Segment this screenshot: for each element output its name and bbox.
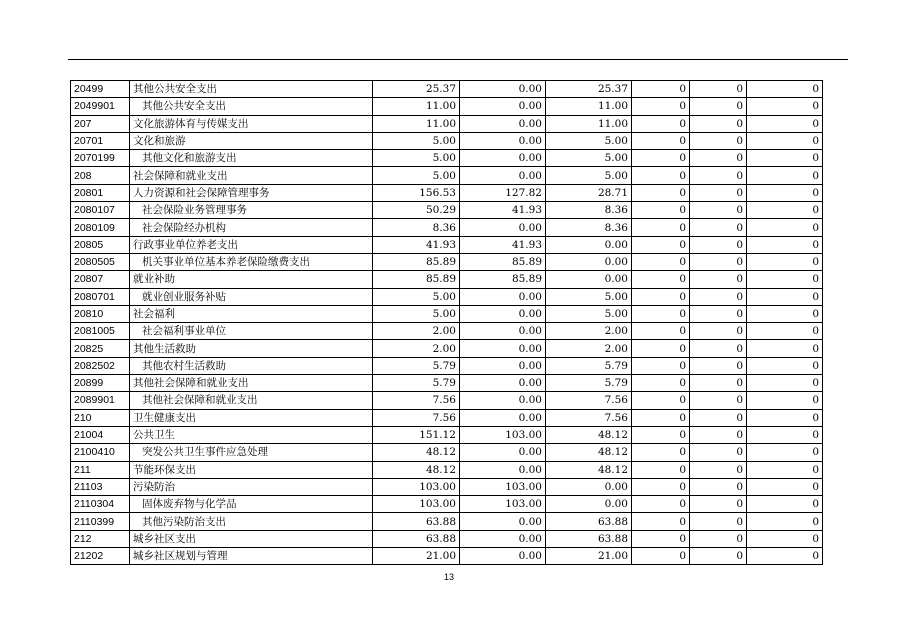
item-name-cell: 城乡社区支出 (130, 530, 373, 547)
item-name-cell: 卫生健康支出 (130, 409, 373, 426)
amount-col7-cell: 0 (690, 115, 747, 132)
amount-col6-cell: 0 (632, 115, 690, 132)
amount-col6-cell: 0 (632, 444, 690, 461)
amount-total-cell: 11.00 (373, 115, 460, 132)
amount-col8-cell: 0 (747, 513, 823, 530)
amount-col8-cell: 0 (747, 323, 823, 340)
table-row (71, 236, 823, 253)
amount-col8-cell: 0 (747, 426, 823, 443)
amount-basic-cell: 0.00 (460, 150, 546, 167)
table-row (71, 375, 823, 392)
table-row (71, 409, 823, 426)
table-body (71, 81, 823, 565)
amount-col6-cell: 0 (632, 513, 690, 530)
amount-col6-cell: 0 (632, 426, 690, 443)
table-row (71, 288, 823, 305)
amount-col8-cell: 0 (747, 530, 823, 547)
amount-col8-cell: 0 (747, 81, 823, 98)
amount-col6-cell: 0 (632, 150, 690, 167)
amount-project-cell: 28.71 (546, 184, 632, 201)
amount-col7-cell: 0 (690, 496, 747, 513)
amount-project-cell: 5.79 (546, 357, 632, 374)
amount-col7-cell: 0 (690, 98, 747, 115)
amount-col6-cell: 0 (632, 132, 690, 149)
amount-total-cell: 50.29 (373, 202, 460, 219)
item-name-cell: 其他文化和旅游支出 (130, 150, 373, 167)
amount-total-cell: 11.00 (373, 98, 460, 115)
code-cell: 211 (71, 461, 130, 478)
amount-total-cell: 156.53 (373, 184, 460, 201)
amount-total-cell: 7.56 (373, 409, 460, 426)
item-name-cell: 其他生活救助 (130, 340, 373, 357)
amount-col8-cell: 0 (747, 98, 823, 115)
code-cell: 2070199 (71, 150, 130, 167)
amount-col6-cell: 0 (632, 98, 690, 115)
amount-project-cell: 0.00 (546, 253, 632, 270)
amount-basic-cell: 0.00 (460, 167, 546, 184)
amount-project-cell: 5.00 (546, 167, 632, 184)
amount-col6-cell: 0 (632, 167, 690, 184)
header-rule (68, 59, 848, 60)
amount-basic-cell: 0.00 (460, 392, 546, 409)
table-row (71, 513, 823, 530)
amount-col7-cell: 0 (690, 409, 747, 426)
amount-basic-cell: 0.00 (460, 357, 546, 374)
code-cell: 20701 (71, 132, 130, 149)
item-name-cell: 社会福利事业单位 (130, 323, 373, 340)
amount-col7-cell: 0 (690, 548, 747, 565)
amount-total-cell: 5.00 (373, 288, 460, 305)
amount-col6-cell: 0 (632, 409, 690, 426)
amount-project-cell: 7.56 (546, 409, 632, 426)
amount-col6-cell: 0 (632, 375, 690, 392)
amount-project-cell: 5.00 (546, 288, 632, 305)
amount-total-cell: 48.12 (373, 444, 460, 461)
amount-total-cell: 63.88 (373, 530, 460, 547)
table-row (71, 392, 823, 409)
amount-total-cell: 5.00 (373, 150, 460, 167)
amount-project-cell: 5.00 (546, 132, 632, 149)
amount-project-cell: 21.00 (546, 548, 632, 565)
amount-col6-cell: 0 (632, 496, 690, 513)
amount-col7-cell: 0 (690, 253, 747, 270)
amount-total-cell: 5.00 (373, 305, 460, 322)
amount-col8-cell: 0 (747, 132, 823, 149)
amount-basic-cell: 127.82 (460, 184, 546, 201)
table-row (71, 548, 823, 565)
code-cell: 21004 (71, 426, 130, 443)
item-name-cell: 社会保障和就业支出 (130, 167, 373, 184)
amount-project-cell: 2.00 (546, 323, 632, 340)
amount-col7-cell: 0 (690, 461, 747, 478)
item-name-cell: 社会保险经办机构 (130, 219, 373, 236)
amount-project-cell: 0.00 (546, 236, 632, 253)
item-name-cell: 城乡社区规划与管理 (130, 548, 373, 565)
amount-col7-cell: 0 (690, 150, 747, 167)
amount-col8-cell: 0 (747, 219, 823, 236)
amount-col7-cell: 0 (690, 340, 747, 357)
table-row (71, 340, 823, 357)
amount-basic-cell: 0.00 (460, 323, 546, 340)
code-cell: 2110304 (71, 496, 130, 513)
item-name-cell: 污染防治 (130, 478, 373, 495)
amount-project-cell: 48.12 (546, 444, 632, 461)
amount-total-cell: 151.12 (373, 426, 460, 443)
amount-basic-cell: 0.00 (460, 444, 546, 461)
amount-col8-cell: 0 (747, 305, 823, 322)
amount-col8-cell: 0 (747, 392, 823, 409)
amount-col6-cell: 0 (632, 548, 690, 565)
table-row (71, 323, 823, 340)
code-cell: 2080107 (71, 202, 130, 219)
amount-basic-cell: 0.00 (460, 461, 546, 478)
table-row (71, 184, 823, 201)
code-cell: 2110399 (71, 513, 130, 530)
amount-basic-cell: 0.00 (460, 288, 546, 305)
amount-col7-cell: 0 (690, 288, 747, 305)
amount-project-cell: 0.00 (546, 271, 632, 288)
amount-col7-cell: 0 (690, 392, 747, 409)
code-cell: 2100410 (71, 444, 130, 461)
page-number: 13 (443, 572, 454, 582)
code-cell: 20825 (71, 340, 130, 357)
item-name-cell: 其他社会保障和就业支出 (130, 375, 373, 392)
amount-col6-cell: 0 (632, 219, 690, 236)
amount-project-cell: 0.00 (546, 478, 632, 495)
amount-col8-cell: 0 (747, 115, 823, 132)
table-row (71, 167, 823, 184)
amount-total-cell: 103.00 (373, 478, 460, 495)
amount-total-cell: 5.79 (373, 357, 460, 374)
amount-basic-cell: 85.89 (460, 271, 546, 288)
amount-col6-cell: 0 (632, 253, 690, 270)
amount-total-cell: 41.93 (373, 236, 460, 253)
amount-project-cell: 5.00 (546, 150, 632, 167)
amount-col6-cell: 0 (632, 478, 690, 495)
amount-total-cell: 2.00 (373, 340, 460, 357)
amount-basic-cell: 0.00 (460, 115, 546, 132)
item-name-cell: 公共卫生 (130, 426, 373, 443)
item-name-cell: 其他公共安全支出 (130, 98, 373, 115)
code-cell: 20801 (71, 184, 130, 201)
amount-col8-cell: 0 (747, 236, 823, 253)
code-cell: 20499 (71, 81, 130, 98)
table-row (71, 305, 823, 322)
amount-total-cell: 2.00 (373, 323, 460, 340)
table-row (71, 426, 823, 443)
code-cell: 2080109 (71, 219, 130, 236)
code-cell: 208 (71, 167, 130, 184)
amount-col6-cell: 0 (632, 392, 690, 409)
table-row (71, 530, 823, 547)
amount-basic-cell: 41.93 (460, 202, 546, 219)
amount-col8-cell: 0 (747, 271, 823, 288)
code-cell: 21103 (71, 478, 130, 495)
amount-total-cell: 7.56 (373, 392, 460, 409)
amount-basic-cell: 0.00 (460, 530, 546, 547)
item-name-cell: 其他农村生活救助 (130, 357, 373, 374)
amount-col7-cell: 0 (690, 219, 747, 236)
amount-project-cell: 8.36 (546, 202, 632, 219)
amount-col7-cell: 0 (690, 305, 747, 322)
item-name-cell: 人力资源和社会保障管理事务 (130, 184, 373, 201)
amount-total-cell: 25.37 (373, 81, 460, 98)
amount-col8-cell: 0 (747, 288, 823, 305)
amount-col8-cell: 0 (747, 202, 823, 219)
amount-col7-cell: 0 (690, 184, 747, 201)
amount-basic-cell: 0.00 (460, 513, 546, 530)
amount-col8-cell: 0 (747, 548, 823, 565)
amount-col6-cell: 0 (632, 530, 690, 547)
table-row (71, 253, 823, 270)
amount-col8-cell: 0 (747, 496, 823, 513)
amount-total-cell: 5.79 (373, 375, 460, 392)
amount-basic-cell: 0.00 (460, 305, 546, 322)
item-name-cell: 节能环保支出 (130, 461, 373, 478)
amount-total-cell: 63.88 (373, 513, 460, 530)
amount-col8-cell: 0 (747, 478, 823, 495)
table-row (71, 357, 823, 374)
amount-col8-cell: 0 (747, 340, 823, 357)
amount-basic-cell: 0.00 (460, 219, 546, 236)
amount-col6-cell: 0 (632, 288, 690, 305)
amount-col8-cell: 0 (747, 167, 823, 184)
amount-col8-cell: 0 (747, 461, 823, 478)
amount-col7-cell: 0 (690, 426, 747, 443)
amount-col8-cell: 0 (747, 444, 823, 461)
amount-basic-cell: 0.00 (460, 409, 546, 426)
amount-project-cell: 11.00 (546, 98, 632, 115)
amount-project-cell: 48.12 (546, 461, 632, 478)
amount-total-cell: 5.00 (373, 132, 460, 149)
table-row (71, 115, 823, 132)
table-row (71, 496, 823, 513)
amount-basic-cell: 103.00 (460, 478, 546, 495)
amount-total-cell: 8.36 (373, 219, 460, 236)
amount-col7-cell: 0 (690, 202, 747, 219)
item-name-cell: 社会保险业务管理事务 (130, 202, 373, 219)
amount-col7-cell: 0 (690, 357, 747, 374)
table-row (71, 98, 823, 115)
code-cell: 210 (71, 409, 130, 426)
amount-col8-cell: 0 (747, 357, 823, 374)
amount-basic-cell: 0.00 (460, 340, 546, 357)
amount-basic-cell: 103.00 (460, 496, 546, 513)
amount-project-cell: 5.00 (546, 305, 632, 322)
table-row (71, 132, 823, 149)
table-row (71, 219, 823, 236)
amount-col6-cell: 0 (632, 340, 690, 357)
table-row (71, 444, 823, 461)
table-row (71, 271, 823, 288)
code-cell: 20807 (71, 271, 130, 288)
amount-basic-cell: 0.00 (460, 98, 546, 115)
amount-col7-cell: 0 (690, 513, 747, 530)
amount-col6-cell: 0 (632, 271, 690, 288)
amount-total-cell: 5.00 (373, 167, 460, 184)
amount-col7-cell: 0 (690, 167, 747, 184)
code-cell: 20810 (71, 305, 130, 322)
amount-basic-cell: 41.93 (460, 236, 546, 253)
amount-project-cell: 8.36 (546, 219, 632, 236)
code-cell: 2080505 (71, 253, 130, 270)
amount-col6-cell: 0 (632, 461, 690, 478)
item-name-cell: 其他公共安全支出 (130, 81, 373, 98)
amount-col7-cell: 0 (690, 271, 747, 288)
amount-col6-cell: 0 (632, 202, 690, 219)
table-row (71, 478, 823, 495)
item-name-cell: 就业创业服务补贴 (130, 288, 373, 305)
amount-basic-cell: 0.00 (460, 375, 546, 392)
amount-project-cell: 0.00 (546, 496, 632, 513)
code-cell: 2049901 (71, 98, 130, 115)
amount-col8-cell: 0 (747, 375, 823, 392)
item-name-cell: 其他污染防治支出 (130, 513, 373, 530)
amount-total-cell: 21.00 (373, 548, 460, 565)
item-name-cell: 其他社会保障和就业支出 (130, 392, 373, 409)
code-cell: 207 (71, 115, 130, 132)
item-name-cell: 机关事业单位基本养老保险缴费支出 (130, 253, 373, 270)
code-cell: 2089901 (71, 392, 130, 409)
amount-project-cell: 25.37 (546, 81, 632, 98)
amount-basic-cell: 103.00 (460, 426, 546, 443)
amount-project-cell: 11.00 (546, 115, 632, 132)
code-cell: 212 (71, 530, 130, 547)
amount-total-cell: 48.12 (373, 461, 460, 478)
code-cell: 20805 (71, 236, 130, 253)
amount-basic-cell: 0.00 (460, 548, 546, 565)
code-cell: 2081005 (71, 323, 130, 340)
table-row (71, 150, 823, 167)
amount-col7-cell: 0 (690, 375, 747, 392)
amount-col6-cell: 0 (632, 305, 690, 322)
amount-col7-cell: 0 (690, 478, 747, 495)
amount-col7-cell: 0 (690, 323, 747, 340)
amount-col7-cell: 0 (690, 444, 747, 461)
amount-col7-cell: 0 (690, 132, 747, 149)
amount-project-cell: 7.56 (546, 392, 632, 409)
amount-col6-cell: 0 (632, 236, 690, 253)
amount-col8-cell: 0 (747, 409, 823, 426)
item-name-cell: 行政事业单位养老支出 (130, 236, 373, 253)
item-name-cell: 固体废弃物与化学品 (130, 496, 373, 513)
amount-col7-cell: 0 (690, 530, 747, 547)
amount-project-cell: 63.88 (546, 513, 632, 530)
amount-basic-cell: 0.00 (460, 132, 546, 149)
amount-project-cell: 48.12 (546, 426, 632, 443)
amount-col6-cell: 0 (632, 81, 690, 98)
amount-project-cell: 63.88 (546, 530, 632, 547)
amount-total-cell: 85.89 (373, 253, 460, 270)
amount-col8-cell: 0 (747, 184, 823, 201)
item-name-cell: 社会福利 (130, 305, 373, 322)
amount-col6-cell: 0 (632, 184, 690, 201)
budget-table (70, 80, 823, 565)
table-row (71, 202, 823, 219)
amount-project-cell: 2.00 (546, 340, 632, 357)
amount-total-cell: 85.89 (373, 271, 460, 288)
table-row (71, 81, 823, 98)
amount-total-cell: 103.00 (373, 496, 460, 513)
amount-col6-cell: 0 (632, 357, 690, 374)
amount-col6-cell: 0 (632, 323, 690, 340)
item-name-cell: 突发公共卫生事件应急处理 (130, 444, 373, 461)
amount-col8-cell: 0 (747, 150, 823, 167)
code-cell: 20899 (71, 375, 130, 392)
amount-project-cell: 5.79 (546, 375, 632, 392)
amount-basic-cell: 85.89 (460, 253, 546, 270)
amount-basic-cell: 0.00 (460, 81, 546, 98)
item-name-cell: 文化旅游体育与传媒支出 (130, 115, 373, 132)
table-row (71, 461, 823, 478)
code-cell: 21202 (71, 548, 130, 565)
code-cell: 2082502 (71, 357, 130, 374)
code-cell: 2080701 (71, 288, 130, 305)
item-name-cell: 就业补助 (130, 271, 373, 288)
amount-col7-cell: 0 (690, 81, 747, 98)
amount-col7-cell: 0 (690, 236, 747, 253)
item-name-cell: 文化和旅游 (130, 132, 373, 149)
amount-col8-cell: 0 (747, 253, 823, 270)
